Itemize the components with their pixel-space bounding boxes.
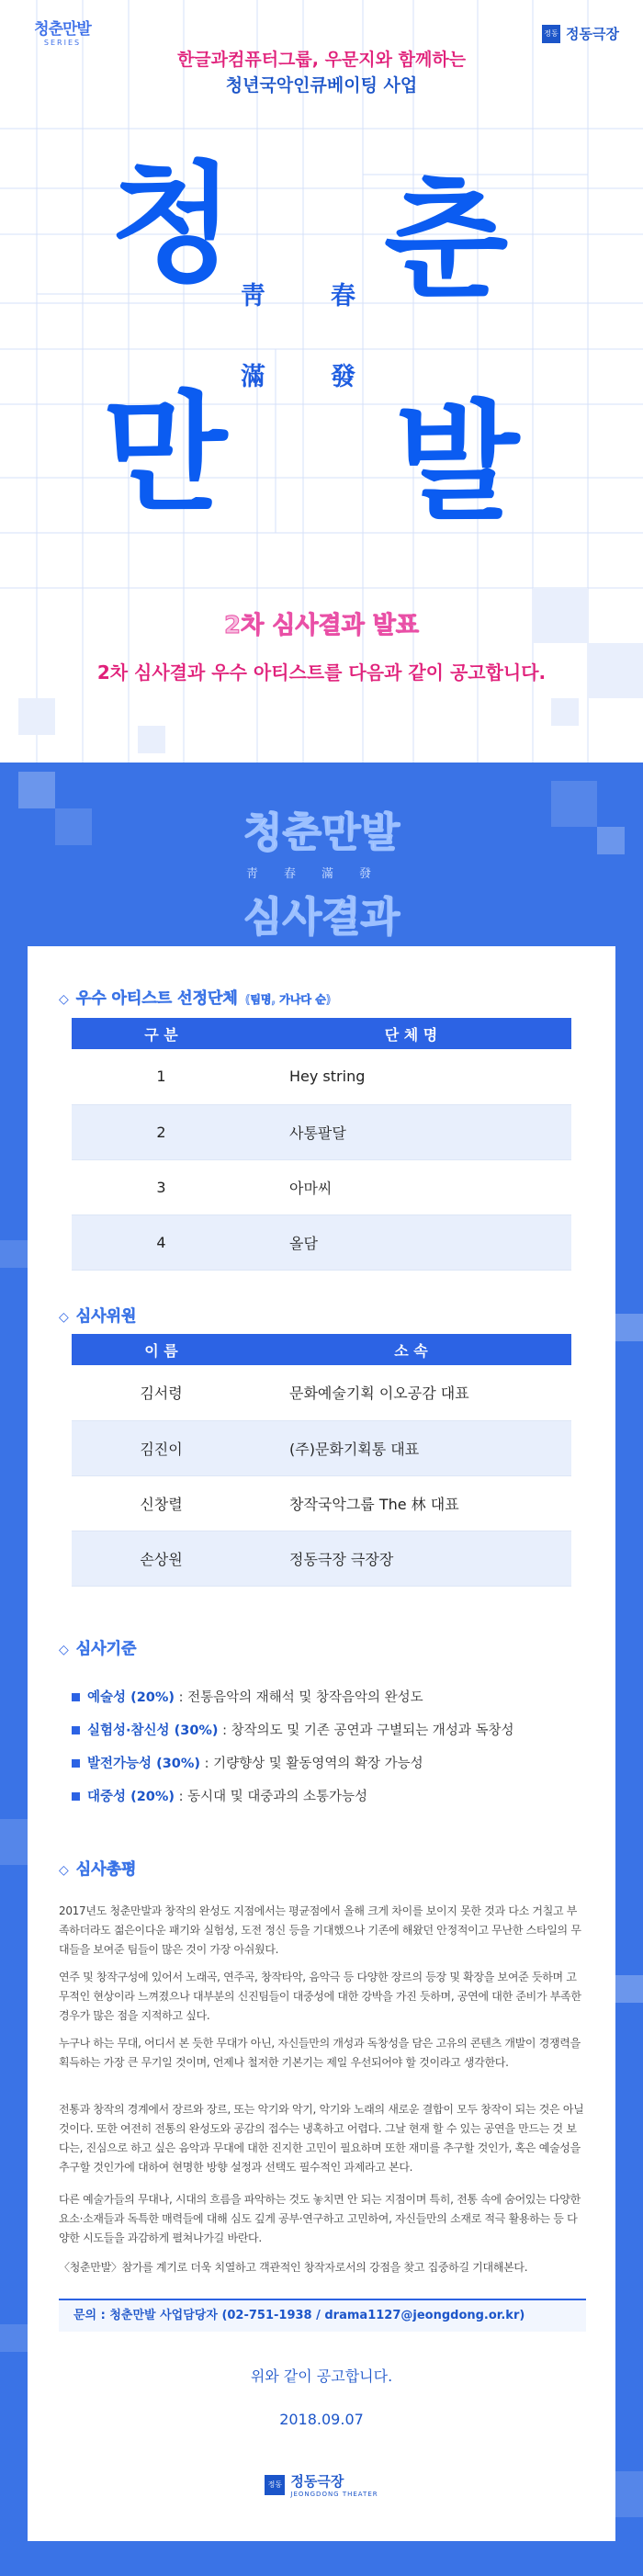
selected-heading-text: 우수 아티스트 선정단체 <box>75 989 238 1008</box>
review-paragraph: 연주 및 창작구성에 있어서 노래곡, 연주곡, 창작타악, 음악극 등 다양한 장르의 등장 및 확장을 보여준 듯하며 고무적인 현상이라 느껴졌으나 대부분의 신진팀들이 대중성에 대한 강박을 가진 듯하며, 공연에 대한 준비가 부족한 경우가 많은 점을 지적하고 싶다. <box>59 1971 581 2022</box>
section-heading-judges <box>59 1303 136 1326</box>
cell-team: Hey string <box>251 1049 571 1104</box>
review-heading-text: 심사총평 <box>75 1860 137 1879</box>
judges-table <box>72 1334 571 1587</box>
selected-teams-table <box>72 1018 571 1271</box>
square-bullet-icon <box>72 1726 80 1734</box>
column-header: 소 속 <box>251 1334 571 1365</box>
cell-team: 사통팔달 <box>251 1104 571 1159</box>
cell-no: 2 <box>72 1104 251 1159</box>
results-title-line1: 청춘만발 <box>243 809 400 856</box>
brand-logo <box>542 24 619 43</box>
section-heading-criteria <box>59 1635 136 1658</box>
cell-judge-org: (주)문화기획통 대표 <box>251 1420 571 1475</box>
closing-date: 2018.09.07 <box>279 2411 364 2428</box>
criteria-item <box>72 1753 586 1772</box>
series-label: SERIES <box>43 39 82 47</box>
hero-section <box>0 0 643 763</box>
cell-judge-org: 정동극장 극장장 <box>251 1531 571 1586</box>
hero-hanja-3: 滿 <box>241 363 265 391</box>
announcement-text: 2차 심사결과 우수 아티스트를 다음과 같이 공고합니다. <box>96 661 547 684</box>
diamond-icon: ◇ <box>59 992 69 1007</box>
footer-logo-text: 정동극장 <box>290 2473 344 2490</box>
criteria-desc: : 창작의도 및 기존 공연과 구별되는 개성과 독창성 <box>218 1723 514 1738</box>
criteria-key: 대중성 (20%) <box>87 1790 175 1804</box>
cell-team: 올담 <box>251 1215 571 1270</box>
review-paragraph: 다른 예술가들의 무대나, 시대의 흐름을 파악하는 것도 놓치면 안 되는 지점이며 특히, 전통 속에 숨어있는 다양한 요소·소재들과 독특한 매력들에 대해 심도 깊게 공부·연구하고 고민하여, 자신들만의 소재로 적극 활용하는 등 다양한 시도들을 과감하게 펼쳐나가길 바란다. <box>59 2193 581 2244</box>
diamond-icon: ◇ <box>59 1643 69 1657</box>
table-row <box>72 1365 571 1420</box>
square-bullet-icon <box>72 1759 80 1768</box>
hero-char-3: 만 <box>103 379 228 529</box>
criteria-heading-text: 심사기준 <box>75 1640 137 1658</box>
cell-judge-name: 신창렬 <box>72 1475 251 1531</box>
criteria-desc: : 전통음악의 재해석 및 창작음악의 완성도 <box>175 1690 423 1705</box>
footer-logo-mark: 정동 <box>265 2475 285 2495</box>
review-paragraph: 누구나 하는 무대, 어디서 본 듯한 무대가 아닌, 자신들만의 개성과 독창성을 담은 고유의 콘텐츠 개발이 경쟁력을 획득하는 가장 큰 무기일 것이며, 언제나 철저한 기본기는 제일 우선되어야 할 것이라고 생각한다. <box>59 2037 581 2069</box>
deco-square <box>0 1819 28 1865</box>
footer-logo-english: JEONGDONG THEATER <box>290 2491 378 2498</box>
cell-no: 3 <box>72 1159 251 1215</box>
square-bullet-icon <box>72 1693 80 1701</box>
column-header: 이 름 <box>72 1334 251 1365</box>
hero-hanja-4: 發 <box>331 363 355 391</box>
cell-no: 1 <box>72 1049 251 1104</box>
criteria-key: 실험성·참신성 (30%) <box>87 1723 219 1738</box>
table-row <box>72 1049 571 1104</box>
criteria-desc: : 동시대 및 대중과의 소통가능성 <box>175 1790 368 1804</box>
table-row <box>72 1104 571 1159</box>
hero-char-4: 발 <box>395 389 520 538</box>
table-row <box>72 1531 571 1586</box>
cell-team: 아마씨 <box>251 1159 571 1215</box>
column-header: 단 체 명 <box>251 1018 571 1049</box>
criteria-key: 예술성 (20%) <box>87 1690 175 1705</box>
table-row <box>72 1215 571 1270</box>
table-header-row <box>72 1018 571 1049</box>
table-row <box>72 1475 571 1531</box>
cell-judge-name: 손상원 <box>72 1531 251 1586</box>
hero-grid-lines <box>0 0 643 763</box>
criteria-item <box>72 1720 586 1739</box>
hero-hanja-1: 靑 <box>241 282 265 311</box>
cell-judge-org: 창작국악그룹 The 林 대표 <box>251 1475 571 1531</box>
hero-subtitle-program: 청년국악인큐베이팅 사업 <box>225 75 418 96</box>
review-paragraph: 〈청춘만발〉참가를 계기로 더욱 치열하고 객관적인 창작자로서의 강점을 찾고 집중하길 기대해본다. <box>59 2261 528 2274</box>
criteria-desc: : 기량향상 및 활동영역의 확장 가능성 <box>200 1757 423 1771</box>
cell-judge-name: 김진이 <box>72 1420 251 1475</box>
square-bullet-icon <box>72 1792 80 1801</box>
diamond-icon: ◇ <box>59 1863 69 1878</box>
table-row <box>72 1159 571 1215</box>
brand-logo-mark: 정동 <box>542 25 560 43</box>
contact-info: 문의 : 청춘만발 사업담당자 (02-751-1938 / drama1127@jeongdong.or.kr) <box>59 2299 586 2332</box>
selected-heading-note: (팀명, 가나다 순) <box>244 993 332 1006</box>
column-header: 구 분 <box>72 1018 251 1049</box>
brand-logo-text: 정동극장 <box>566 26 619 42</box>
cell-no: 4 <box>72 1215 251 1270</box>
result-announcement-title: 2차 심사결과 발표 <box>223 612 419 639</box>
deco-square <box>615 1975 643 2003</box>
results-title-line2: 심사결과 <box>243 894 400 941</box>
deco-square <box>0 1240 28 1268</box>
judges-heading-text: 심사위원 <box>75 1307 137 1326</box>
hero-hanja-2: 春 <box>331 282 355 311</box>
footer-logo <box>0 2471 643 2498</box>
hero-subtitle-partners: 한글과컴퓨터그룹, 우문지와 함께하는 <box>176 50 467 70</box>
table-row <box>72 1420 571 1475</box>
hero-char-2: 춘 <box>384 166 509 316</box>
series-logo <box>31 20 94 47</box>
diamond-icon: ◇ <box>59 1310 69 1325</box>
footer-logo-text-group <box>290 2471 378 2498</box>
review-paragraph: 2017년도 청춘만발과 창작의 완성도 지점에서는 평균점에서 올해 크게 차이를 보이지 못한 것과 다소 거칠고 부족하더라도 젊은이다운 패기와 실험성, 도전 정신 등을 기대했으나 기존에 해왔던 안정적이고 무난한 스타일의 무대들을 보여준 팀들이 많은 것이 가장 아쉬웠다. <box>59 1904 581 1956</box>
section-heading-selected <box>59 985 331 1008</box>
criteria-item <box>72 1786 586 1805</box>
cell-judge-name: 김서령 <box>72 1365 251 1420</box>
section-heading-review <box>59 1856 136 1879</box>
closing-statement: 위와 같이 공고합니다. <box>250 2367 393 2385</box>
deco-square <box>615 1314 643 1341</box>
table-header-row <box>72 1334 571 1365</box>
deco-square <box>0 2324 28 2352</box>
review-paragraph: 전통과 창작의 경계에서 장르와 장르, 또는 악기와 악기, 악기와 노래의 새로운 결합이 모두 창작이 되는 것은 아닐 것이다. 또한 여전히 전통의 완성도와 공감의 접수는 냉혹하고 어렵다. 그날 현재 할 수 있는 공연을 만드는 것 보다는, 진심으로 하고 싶은 음악과 무대에 대한 진지한 고민이 필요하며 또한 재미를 추구할 것인가, 혹은 예술성을 추구할 것인가에 대하여 현명한 방향 설정과 선택도 필수적인 과제라고 본다. <box>59 2103 584 2174</box>
results-hanja: 靑春滿發 <box>245 867 397 881</box>
cell-judge-org: 문화예술기획 이오공감 대표 <box>251 1365 571 1420</box>
criteria-item <box>72 1687 586 1706</box>
series-logo-text: 청춘만발 <box>34 20 91 39</box>
criteria-key: 발전가능성 (30%) <box>87 1757 201 1771</box>
hero-char-1: 청 <box>110 150 235 299</box>
